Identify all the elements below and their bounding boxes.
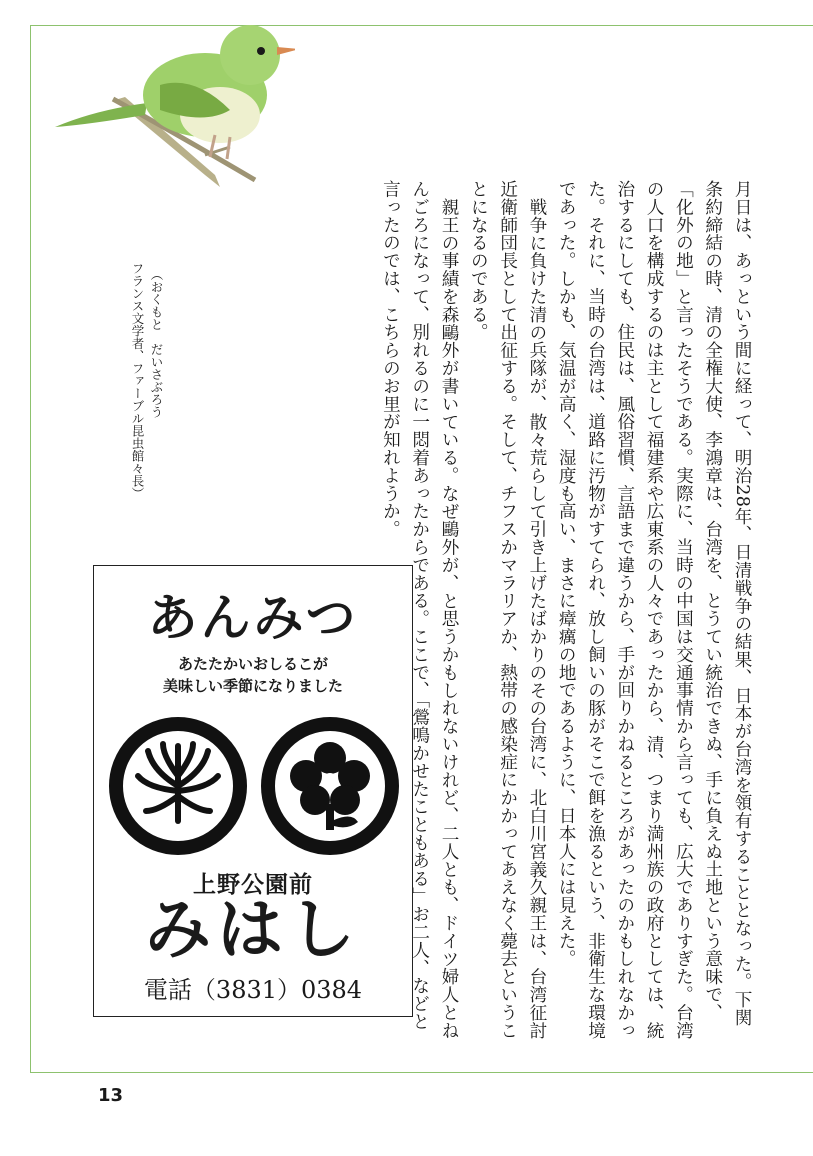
frame-bottom-border — [30, 1072, 813, 1073]
ad-subtitle-line-1: あたたかいおしるこが — [177, 655, 328, 673]
ad-location: 上野公園前 — [193, 872, 313, 898]
article-paragraph-2: 戦争に負けた清の兵隊が、散々荒らして引き上げたばかりのその台湾に、北白川宮義久親王は、台湾征討近衛師団長として出征する。そして、チフスかマラリアか、熱帯の感染症にかかってあえなく薨去ということになるのである。 — [468, 180, 547, 1040]
article-paragraph-1: 月日は、あっという間に経って、明治28年、日清戦争の結果、日本が台湾を領有することとなった。下関条約締結の時、清の全権大使、李鴻章は、台湾を、とうてい統治できぬ、手に負えぬ土地という意味で、「化外の地」と言ったそうである。実際に、当時の中国は交通事情から言っても、広大でありすぎた。台湾の人口を構成するのは主として福建系や広東系の人々であったから、清、つまり満州族の政府としては、統治するにしても、住民は、風俗習慣、言語まで違うから、手が回りかねるところがあったのかもしれなかった。それに、当時の台湾は、道路に汚物がすてられ、放し飼いの豚がそこで餌を漁るという、非衛生な環境であった。しかも、気温が高く、湿度も高い、まさに瘴癘の地であるように、日本人には見えた。 — [556, 180, 752, 1040]
author-reading: （おくもと だいさぶろう — [149, 268, 164, 418]
frame-left-border — [30, 25, 31, 1072]
chrysanthemum-crest-icon — [108, 716, 248, 856]
ad-shop-name: みはし — [145, 891, 361, 968]
ad-subtitle-line-2: 美味しい季節になりました — [162, 677, 343, 695]
article-paragraph-3: 親王の事績を森鷗外が書いている。なぜ鷗外が、と思うかもしれないけれど、二人とも、ドイツ婦人とねんごろになって、別れるのに一悶着あったからである。ここで、「鶯鳴かせたこともある」お二人、などと言ったのでは、こちらのお里が知れようか。 — [380, 180, 460, 1039]
author-title: フランス文学者、ファーブル昆虫館々長） — [130, 262, 145, 500]
ad-phone-number: 電話（3831）0384 — [143, 976, 363, 1004]
flower-crest-icon — [260, 716, 400, 856]
bird-illustration — [55, 15, 295, 190]
author-byline — [118, 262, 166, 532]
ad-title: あんみつ — [147, 589, 359, 647]
advertisement-box — [93, 565, 413, 1017]
page-number: 13 — [98, 1085, 124, 1106]
